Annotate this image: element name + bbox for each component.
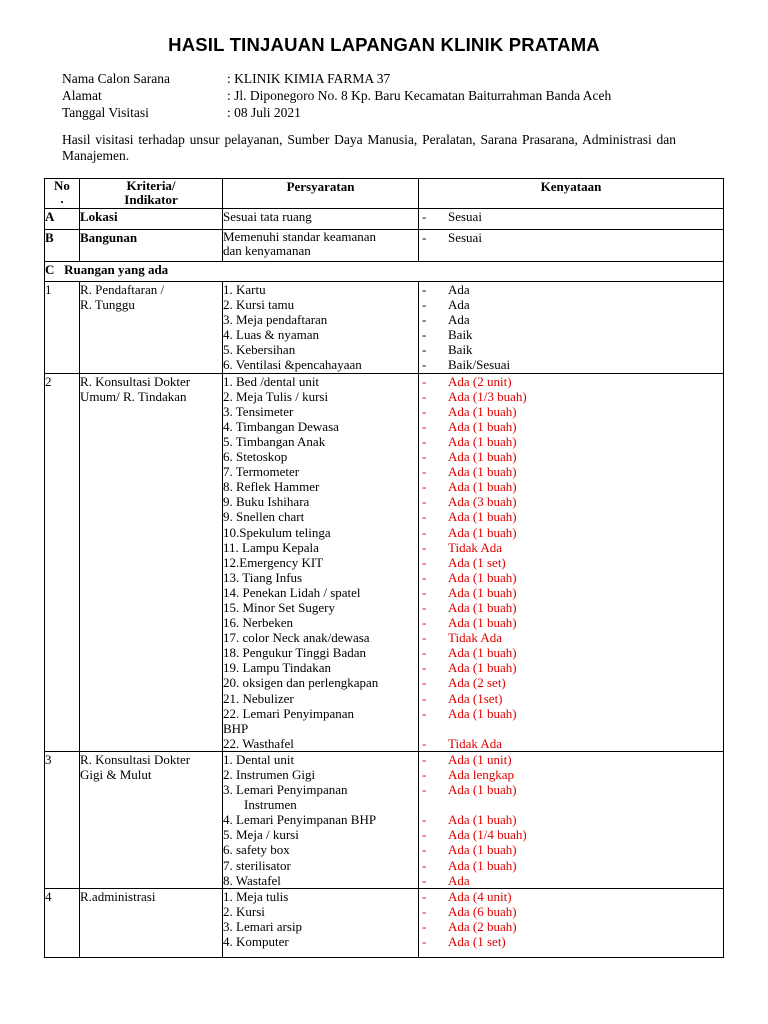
result-item: - Baik: [422, 327, 473, 343]
result-item: - Ada: [422, 282, 470, 297]
result-item: - Ada (1 buah): [422, 645, 517, 661]
requirement-item: 8. Wastafel: [223, 872, 281, 888]
result-item: - Ada (1 buah): [422, 782, 517, 798]
requirement-item: 8. Reflek Hammer: [223, 479, 320, 495]
requirement-item: 20. oksigen dan perlengkapan: [223, 675, 379, 691]
facility-info: [62, 71, 611, 122]
result-list: [419, 888, 724, 957]
requirement-item: 3. Meja pendaftaran: [223, 312, 328, 328]
row-no: 1: [45, 282, 80, 374]
row-kriteria: R. Konsultasi Dokter Gigi & Mulut: [80, 751, 223, 888]
result-item: - Ada (1 buah): [422, 509, 517, 525]
row-kenyataan: - Sesuai: [419, 209, 724, 230]
requirement-item: 6. Stetoskop: [223, 449, 288, 465]
requirement-item: BHP: [223, 720, 249, 736]
meta-value: : Jl. Diponegoro No. 8 Kp. Baru Kecamatan Baiturrahman Banda Aceh: [227, 88, 612, 103]
row-kriteria: R. Konsultasi Dokter Umum/ R. Tindakan: [80, 373, 223, 751]
facility-name-row: [62, 71, 611, 88]
visit-date-row: [62, 105, 611, 122]
requirement-item: 12.Emergency KIT: [223, 554, 324, 570]
requirement-item: 4. Luas & nyaman: [223, 327, 320, 343]
result-item: - Ada (1 buah): [422, 433, 517, 449]
row-no: 3: [45, 751, 80, 888]
requirement-item: 14. Penekan Lidah / spatel: [223, 584, 361, 600]
result-item: - Ada (1 buah): [422, 615, 517, 631]
requirement-item: 21. Nebulizer: [223, 690, 294, 706]
requirement-item: 5. Meja / kursi: [223, 827, 299, 843]
header-kriteria: Kriteria/ Indikator: [80, 179, 223, 209]
result-item: - Ada (2 unit): [422, 373, 512, 389]
requirement-item: 4. Komputer: [223, 934, 289, 950]
result-item: - Ada (1 buah): [422, 569, 517, 585]
result-item: - Tidak Ada: [422, 735, 503, 751]
requirement-list: [223, 282, 419, 374]
requirement-item: 6. Ventilasi &pencahayaan: [223, 357, 362, 373]
result-item: - Ada (1 buah): [422, 403, 517, 419]
requirement-item: 15. Minor Set Sugery: [223, 599, 335, 615]
requirement-item: 3. Tensimeter: [223, 403, 294, 419]
row-no: 2: [45, 373, 80, 751]
result-item: - Ada (2 set): [422, 675, 506, 691]
result-item: - Ada (1 unit): [422, 751, 512, 767]
result-item: - Ada (6 buah): [422, 903, 517, 919]
result-item: - Ada (1 buah): [422, 660, 517, 676]
result-item: - Ada (1 set): [422, 554, 506, 570]
requirement-item: 1. Meja tulis: [223, 888, 289, 904]
header-no: No .: [45, 179, 80, 209]
result-item: - Ada (1 buah): [422, 464, 517, 480]
requirement-item: 2. Kursi: [223, 903, 265, 919]
requirement-list: [223, 888, 419, 957]
result-item: - Ada (1 buah): [422, 599, 517, 615]
result-item: - Ada (1set): [422, 690, 503, 706]
result-item: [419, 721, 723, 736]
requirement-item: 4. Timbangan Dewasa: [223, 418, 339, 434]
intro-paragraph: Hasil visitasi terhadap unsur pelayanan, Sumber Daya Manusia, Peralatan, Sarana Prasarana, Administrasi dan Manajemen.: [62, 132, 676, 163]
result-item: - Ada: [422, 297, 470, 313]
requirement-item: 7. sterilisator: [223, 857, 291, 873]
requirement-item: 2. Instrumen Gigi: [223, 767, 316, 782]
requirement-item: 4. Lemari Penyimpanan BHP: [223, 812, 377, 828]
requirement-item: 6. safety box: [223, 842, 290, 858]
requirement-item: 16. Nerbeken: [223, 615, 294, 631]
result-item: - Ada (1 buah): [422, 857, 517, 873]
result-item: - Ada: [422, 872, 470, 888]
row-no: 4: [45, 888, 80, 957]
document-title: HASIL TINJAUAN LAPANGAN KLINIK PRATAMA: [168, 34, 600, 55]
row-no: A: [45, 209, 80, 230]
result-item: - Ada lengkap: [422, 767, 515, 782]
result-item: - Ada (1 buah): [422, 524, 517, 540]
requirement-item: 2. Kursi tamu: [223, 297, 295, 313]
inspection-table: [44, 178, 724, 958]
result-item: - Ada (1/4 buah): [422, 827, 527, 843]
row-kriteria: R. Pendaftaran / R. Tunggu: [80, 282, 223, 374]
requirement-item: 10.Spekulum telinga: [223, 524, 331, 540]
result-item: - Ada (1 buah): [422, 418, 517, 434]
result-item: - Ada (1/3 buah): [422, 388, 527, 404]
result-item: - Ada: [422, 312, 470, 328]
result-item: - Ada (2 buah): [422, 918, 517, 934]
result-list: [419, 282, 724, 374]
header-kenyataan: Kenyataan: [419, 179, 724, 209]
result-item: - Ada (1 buah): [422, 584, 517, 600]
row-kriteria: R.administrasi: [80, 888, 223, 957]
result-item: - Ada (3 buah): [422, 494, 517, 510]
requirement-item: 2. Meja Tulis / kursi: [223, 388, 329, 404]
requirement-item: 5. Kebersihan: [223, 342, 296, 358]
table-row: [45, 230, 724, 262]
result-item: - Ada (1 buah): [422, 479, 517, 495]
row-persyaratan: Memenuhi standar keamanan dan kenyamanan: [223, 230, 419, 262]
requirement-item: 3. Lemari arsip: [223, 918, 303, 934]
result-item: - Baik: [422, 342, 473, 358]
result-item: - Tidak Ada: [422, 539, 503, 555]
table-row: [45, 209, 724, 230]
requirement-item: 1. Bed /dental unit: [223, 373, 320, 389]
result-item: - Ada (1 buah): [422, 705, 517, 721]
requirement-item: 18. Pengukur Tinggi Badan: [223, 645, 367, 661]
row-no: B: [45, 230, 80, 262]
result-item: [419, 797, 723, 812]
row-kenyataan: - Sesuai: [419, 230, 724, 262]
row-persyaratan: Sesuai tata ruang: [223, 209, 419, 230]
room-row-1: [45, 282, 724, 374]
result-item: - Tidak Ada: [422, 630, 503, 646]
meta-label: Nama Calon Sarana: [62, 71, 170, 86]
requirement-list: [223, 373, 419, 751]
result-item: - Baik/Sesuai: [422, 357, 511, 373]
meta-value: : 08 Juli 2021: [227, 105, 301, 120]
requirement-item: 3. Lemari Penyimpanan: [223, 782, 348, 798]
result-list: [419, 373, 724, 751]
row-kriteria: Bangunan: [80, 230, 223, 262]
header-persyaratan: Persyaratan: [223, 179, 419, 209]
address-row: [62, 88, 611, 105]
section-row: [45, 262, 724, 282]
requirement-item: 17. color Neck anak/dewasa: [223, 630, 370, 646]
requirement-item: 5. Timbangan Anak: [223, 433, 326, 449]
section-label: C Ruangan yang ada: [45, 262, 724, 282]
requirement-item: 19. Lampu Tindakan: [223, 660, 331, 676]
result-item: - Ada (4 unit): [422, 888, 512, 904]
room-row-4: [45, 888, 724, 957]
meta-label: Tanggal Visitasi: [62, 105, 149, 120]
requirement-item: 9. Buku Ishihara: [223, 494, 310, 510]
requirement-item: 22. Wasthafel: [223, 735, 294, 751]
requirement-item: 9. Snellen chart: [223, 509, 305, 525]
room-row-3: [45, 751, 724, 888]
table-header-row: [45, 179, 724, 209]
result-list: [419, 751, 724, 888]
row-kriteria: Lokasi: [80, 209, 223, 230]
requirement-item: 1. Dental unit: [223, 751, 295, 767]
requirement-item: 22. Lemari Penyimpanan: [223, 705, 355, 721]
result-item: - Ada (1 buah): [422, 842, 517, 858]
result-item: - Ada (1 buah): [422, 449, 517, 465]
meta-value: : KLINIK KIMIA FARMA 37: [227, 71, 391, 86]
meta-label: Alamat: [62, 88, 102, 103]
result-item: - Ada (1 buah): [422, 812, 517, 828]
room-row-2: [45, 373, 724, 751]
requirement-item: Instrumen: [244, 797, 297, 813]
requirement-list: [223, 751, 419, 888]
requirement-item: 13. Tiang Infus: [223, 569, 303, 585]
result-item: - Ada (1 set): [422, 934, 506, 950]
requirement-item: 11. Lampu Kepala: [223, 539, 319, 555]
requirement-item: 1. Kartu: [223, 282, 266, 297]
requirement-item: 7. Termometer: [223, 464, 300, 480]
